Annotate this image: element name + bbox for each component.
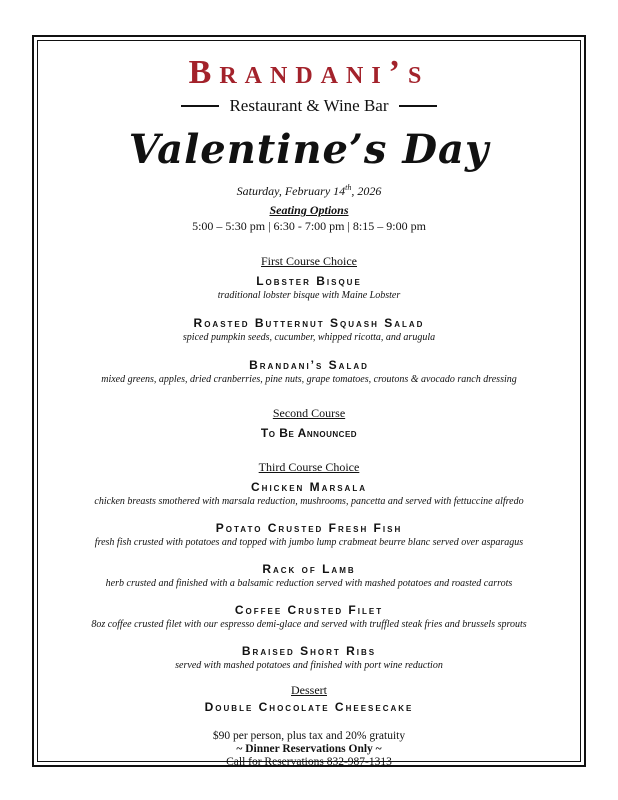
menu-content xyxy=(40,54,578,769)
subtitle-row xyxy=(40,94,578,118)
menu-item-name: Braised Short Ribs xyxy=(241,644,377,658)
menu-item-name: Double Chocolate Cheesecake xyxy=(204,700,414,714)
menu-item-desc: chicken breasts smothered with marsala reduction, mushrooms, pancetta and served with fettuccine alfredo xyxy=(94,496,524,507)
left-rule xyxy=(181,105,219,107)
menu-item-name: Roasted Butternut Squash Salad xyxy=(193,316,425,330)
event-title: Valentine’s Day xyxy=(128,126,490,173)
brand-subtitle: Restaurant & Wine Bar xyxy=(229,96,389,115)
reservations-note: ~ Dinner Reservations Only ~ xyxy=(236,743,382,755)
date-suffix: th xyxy=(345,183,352,192)
price-line: $90 per person, plus tax and 20% gratuity xyxy=(212,730,406,742)
menu-item-name: Coffee Crusted Filet xyxy=(234,603,384,617)
first-course-heading: First Course Choice xyxy=(261,254,357,268)
menu-item-name: Brandani’s Salad xyxy=(249,358,369,372)
menu-item-name: Chicken Marsala xyxy=(251,480,367,494)
event-date xyxy=(40,180,578,199)
menu-item-name: Rack of Lamb xyxy=(262,562,356,576)
menu-item-name: Potato Crusted Fresh Fish xyxy=(215,521,403,535)
menu-item-desc: fresh fish crusted with potatoes and topped with jumbo lump crabmeat beurre blanc served over asparagus xyxy=(94,537,524,548)
right-rule xyxy=(399,105,437,107)
menu-item-desc: herb crusted and finished with a balsamic reduction served with mashed potatoes and roasted carrots xyxy=(105,578,513,589)
dessert-heading: Dessert xyxy=(291,683,327,697)
second-course-heading: Second Course xyxy=(272,406,346,420)
third-course-heading: Third Course Choice xyxy=(258,460,360,474)
seating-options-title: Seating Options xyxy=(269,203,349,217)
date-main: Saturday, February 14 xyxy=(236,184,346,198)
menu-item-desc: served with mashed potatoes and finished with port wine reduction xyxy=(175,660,443,671)
brand-name: Brandani’s xyxy=(188,54,430,91)
menu-item-desc: mixed greens, apples, dried cranberries, pine nuts, grape tomatoes, croutons & avocado ranch dressing xyxy=(101,374,517,385)
call-reservations-link[interactable]: Call for Reservations 832-987-1313 xyxy=(226,756,392,768)
menu-item-desc: 8oz coffee crusted filet with our espresso demi-glace and served with truffled steak fries and brussels sprouts xyxy=(91,619,527,630)
seating-times: 5:00 – 5:30 pm | 6:30 - 7:00 pm | 8:15 – 9:00 pm xyxy=(192,219,426,233)
menu-item-name: Lobster Bisque xyxy=(256,274,362,288)
menu-item-desc: traditional lobster bisque with Maine Lobster xyxy=(217,290,401,301)
menu-item-desc: spiced pumpkin seeds, cucumber, whipped ricotta, and arugula xyxy=(182,332,436,343)
date-year: , 2026 xyxy=(351,184,382,198)
menu-item-name: To Be Announced xyxy=(260,426,358,440)
